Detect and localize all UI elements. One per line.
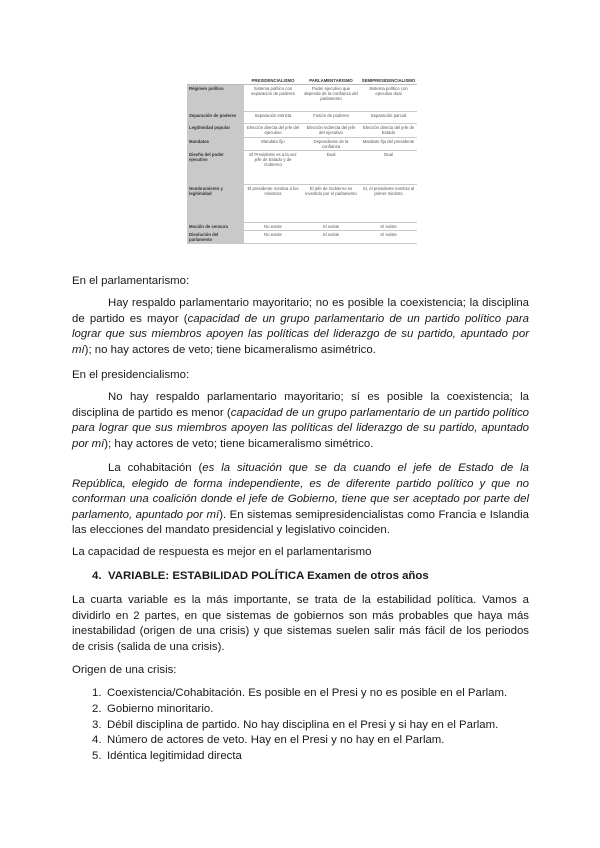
section-number: 4.	[92, 570, 102, 582]
list-item: 1. Coexistencia/Cohabitación. Es posible en el Presi y no es posible en el Parlam.	[92, 687, 508, 699]
table-cell: Dependiente de la confianza	[302, 138, 360, 151]
paragraph-capacidad: La capacidad de respuesta es mejor en el parlamentarismo	[72, 546, 372, 558]
table-cell: Sí existe	[360, 231, 417, 244]
table-cell: Dual	[360, 151, 417, 185]
table-row-header: Separación de poderes	[187, 112, 244, 124]
table-cell: Dual	[302, 151, 360, 185]
table-cell: Mandato fijo	[244, 138, 302, 151]
table-cell: Sí existe	[302, 223, 360, 231]
table-row-header: Moción de censura	[187, 223, 244, 231]
table-cell: Fusión de poderes	[302, 112, 360, 124]
list-item: 4. Número de actores de veto. Hay en el Presi y no hay en el Parlam.	[92, 734, 445, 747]
table-row-header: Diseño del poder ejecutivo	[187, 151, 244, 185]
table-cell: Elección directa del jefe de Estado	[360, 124, 417, 138]
section-heading	[92, 569, 429, 585]
table-cell: Sí existe	[302, 231, 360, 244]
table-row-header: Legitimidad popular	[187, 124, 244, 138]
table-cell: Sí existe	[360, 223, 417, 231]
comparison-table	[187, 76, 417, 244]
table-header-cell	[187, 76, 244, 85]
table-row-header: Mandatos	[187, 138, 244, 151]
table-row	[187, 85, 417, 112]
table-cell: Sí, el presidente nombra al primer ministro	[360, 185, 417, 223]
table-cell: Elección directa del jefe del ejecutivo	[244, 124, 302, 138]
table-header-cell: SEMIPRESIDENCIALISMO	[361, 77, 416, 83]
table-header-cell: PRESIDENCIALISMO	[244, 76, 302, 85]
origen-label: Origen de una crisis:	[72, 664, 177, 676]
table-cell: No existe	[244, 223, 302, 231]
list-item: 5. Idéntica legitimidad directa	[92, 750, 242, 763]
table-row	[187, 185, 417, 223]
table-row	[187, 124, 417, 138]
intro-presidencialismo: En el presidencialismo:	[72, 369, 190, 381]
table-row	[187, 231, 417, 244]
section-title: VARIABLE: ESTABILIDAD POLÍTICA Examen de otros años	[108, 570, 429, 582]
table-cell: Poder ejecutivo que depende de la confianza del parlamento	[302, 85, 360, 112]
paragraph-presidencialismo: No hay respaldo parlamentario mayoritario; sí es posible la coexistencia; la disciplina de partido es menor (capacidad de un grupo parlamentario de un partido político para lograr que sus miembros apoyen las políticas del liderazgo de su partido, apuntado por mí); hay actores de veto; tiene bicameralismo simétrico.	[72, 391, 529, 450]
paragraph-cohabitacion: La cohabitación (es la situación que se da cuando el jefe de Estado de la República, elegido de forma independiente, es de diferente partido político y que no conforman una coalición donde el jefe de Gobierno, tiene que ser aceptado por parte del parlamento, apuntado por mí). En sistemas semipresidencialistas como Francia e Islandia las elecciones del mandato presidencial y legislativo coinciden.	[72, 462, 529, 536]
table-header-cell: PARLAMENTARISMO	[302, 76, 360, 85]
table-cell: El Presidente es a la vez jefe de Estado y de Gobierno	[244, 151, 302, 185]
table-cell: El jefe de Gobierno es investido por el parlamento	[302, 185, 360, 223]
table-cell: Separación estricta	[244, 112, 302, 124]
table-cell: Sistema político con ejecutivo dual	[360, 85, 417, 112]
crisis-list	[92, 686, 507, 765]
table-row	[187, 223, 417, 231]
table-row-header: Régimen político	[187, 85, 244, 112]
table-cell: Elección indirecta del jefe del ejecutivo	[302, 124, 360, 138]
table-cell: El presidente nombra a los ministros	[244, 185, 302, 223]
table-row	[187, 151, 417, 185]
list-item: 2. Gobierno minoritario.	[92, 702, 214, 715]
table-cell: Separación parcial	[360, 112, 417, 124]
table-cell: Sistema político con separación de poderes	[244, 85, 302, 112]
table-row-header: Nombramiento y legitimidad	[187, 185, 244, 223]
table-row	[187, 138, 417, 151]
table-cell: Mandato fijo del presidente	[360, 138, 417, 151]
table-row-header: Disolución del parlamento	[187, 231, 244, 244]
paragraph-parlamentarismo: Hay respaldo parlamentario mayoritario; no es posible la coexistencia; la disciplina de partido es mayor (capacidad de un grupo parlamentario de un partido político para lograr que sus miembros apoyen las políticas del liderazgo de su partido, apuntado por mí); no hay actores de veto; tiene bicameralismo asimétrico.	[72, 297, 529, 356]
table-row	[187, 112, 417, 124]
table-cell: No existe	[244, 231, 302, 244]
list-item: 3. Débil disciplina de partido. No hay disciplina en el Presi y si hay en el Parlam.	[92, 718, 499, 731]
table-header-row	[187, 76, 417, 85]
paragraph-cuarta-variable: La cuarta variable es la más importante, se trata de la estabilidad política. Vamos a dividirlo en 2 partes, en que sistemas de gobiernos son más probables que haya más inestabilidad (origen de una crisis) y que sistemas suelen salir más fácil de los periodos de crisis (salida de una crisis).	[72, 594, 529, 653]
intro-parlamentarismo: En el parlamentarismo:	[72, 275, 190, 287]
